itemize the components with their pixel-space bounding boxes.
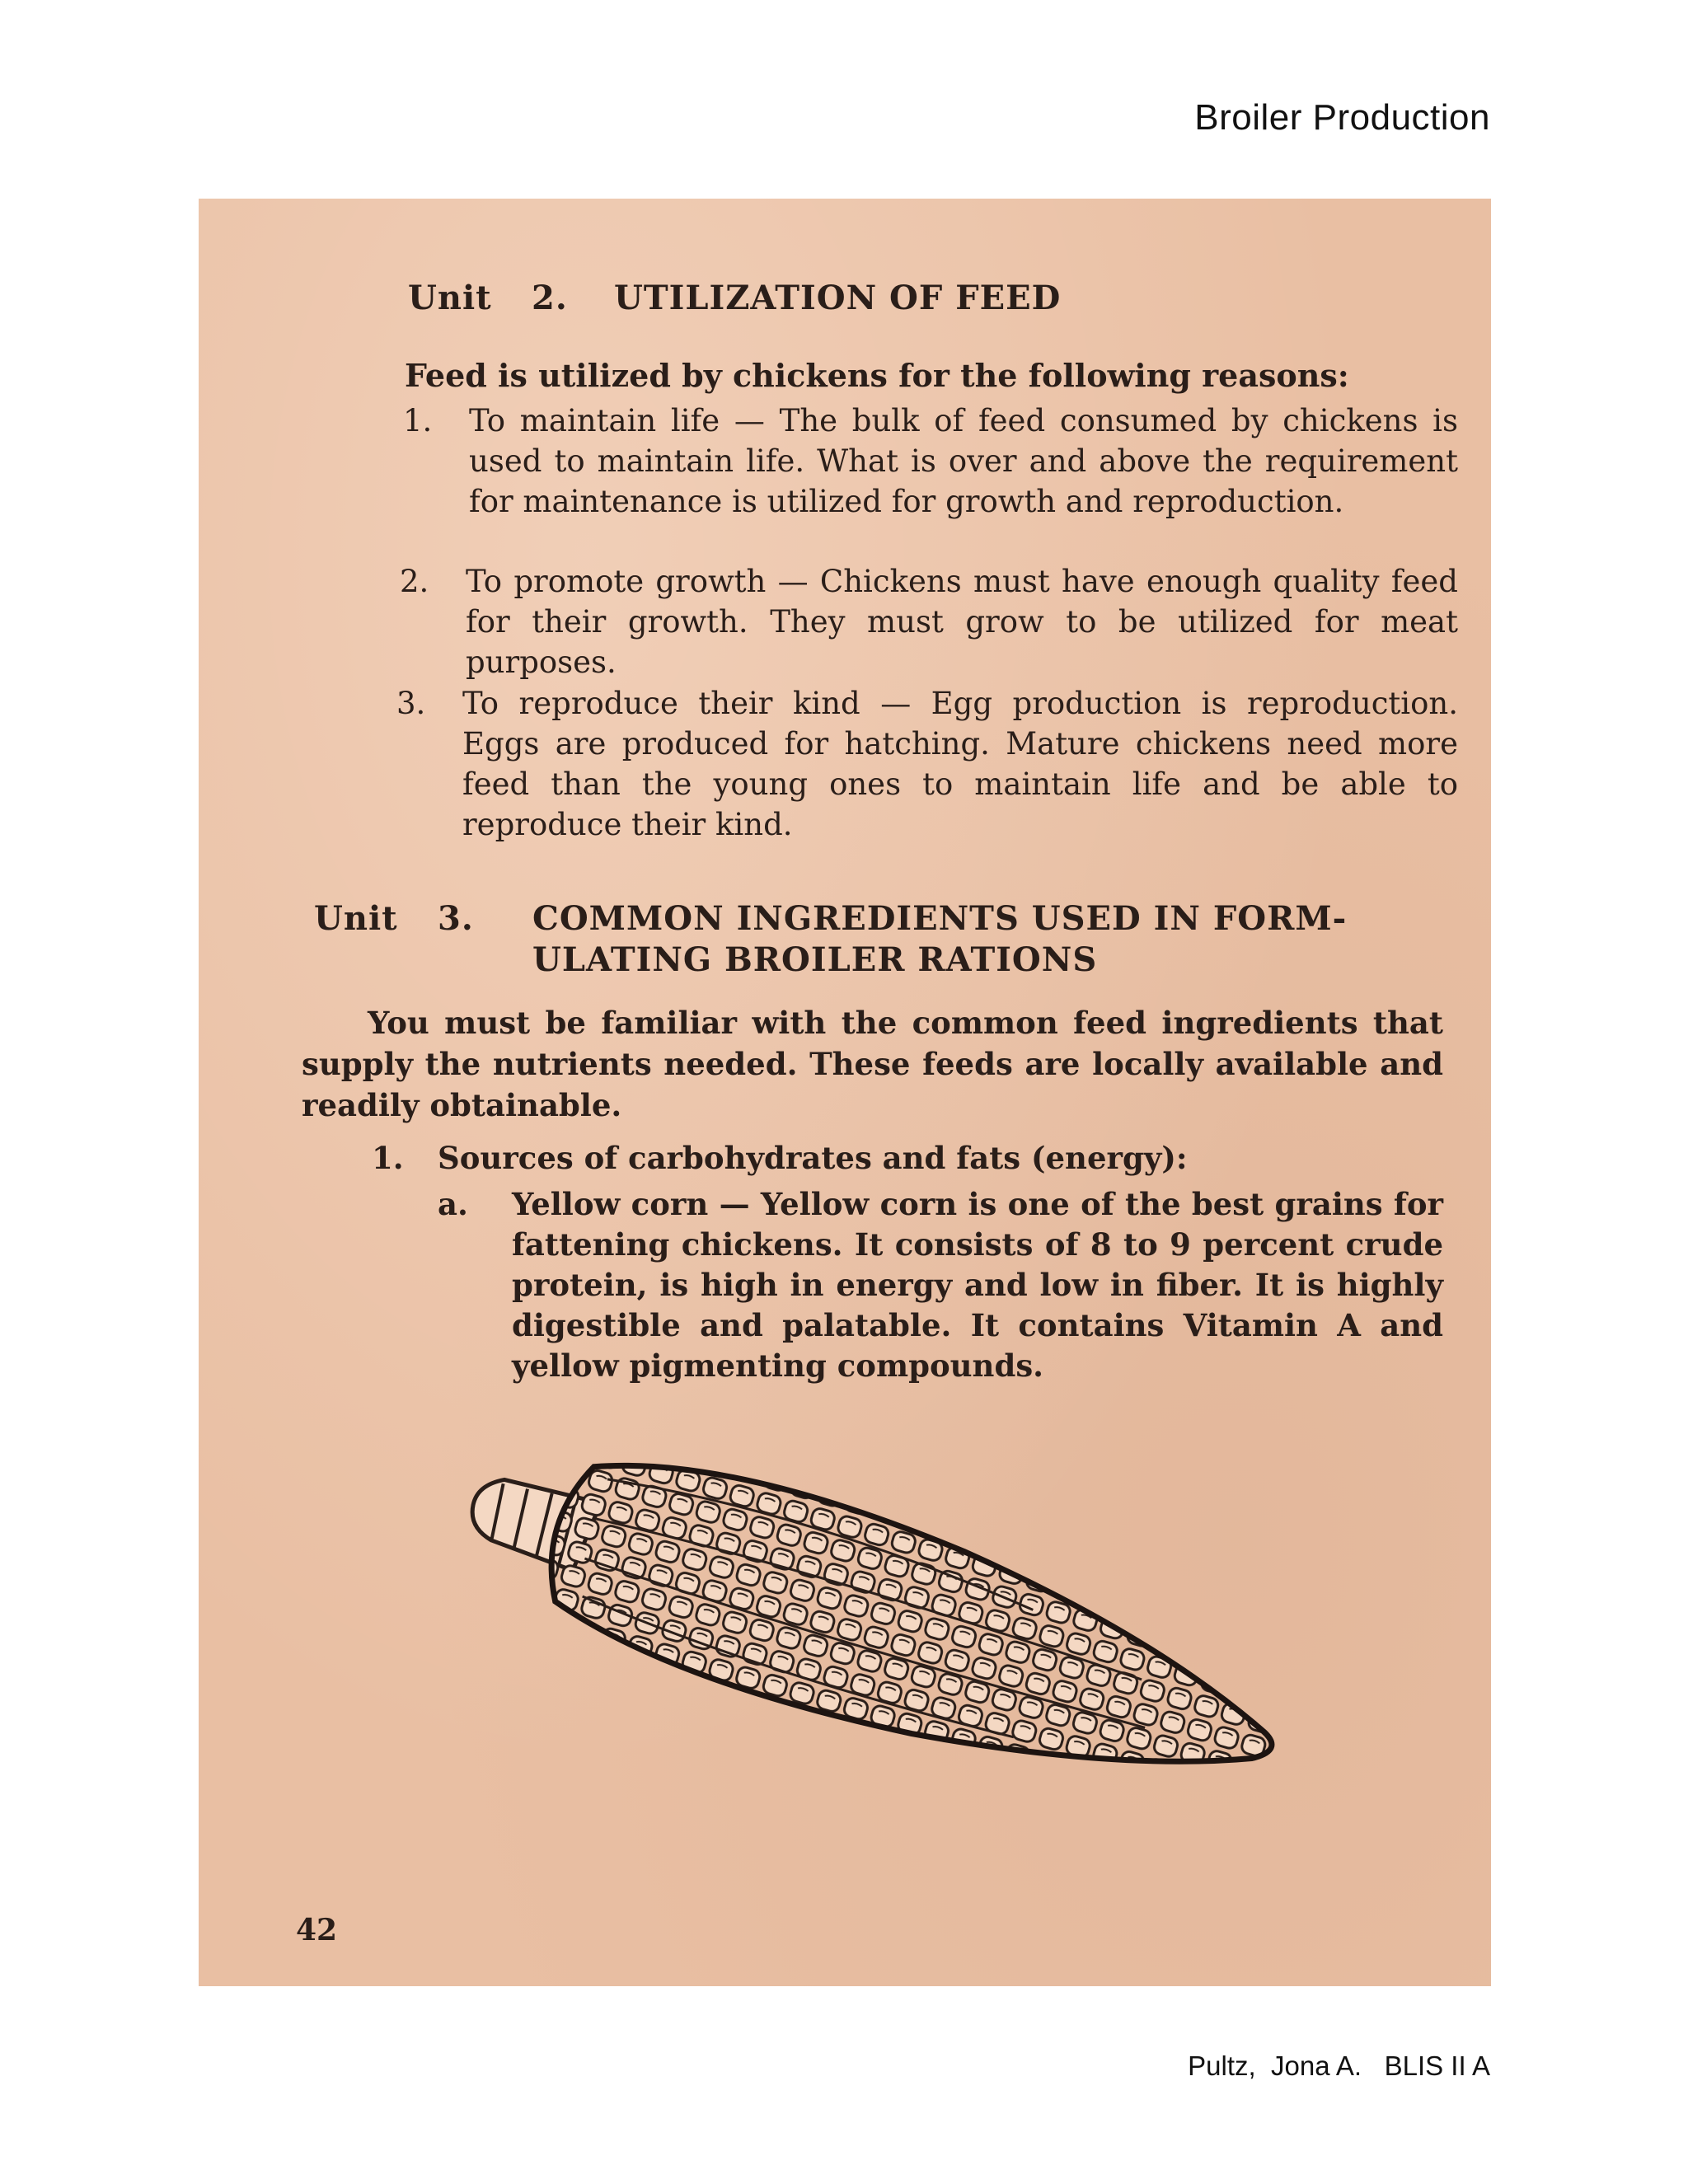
list-item-text: To maintain life — The bulk of feed consumed by chickens is used to maintain life. What is over and above the requirement for maintenance is utilized for growth and reproduction. (469, 403, 1458, 519)
unit-title: UTILIZATION OF FEED (614, 279, 1062, 317)
page-footer-credit: Pultz, Jona A. BLIS II A (1188, 2050, 1490, 2081)
unit-2-intro: Feed is utilized by chickens for the following reasons: (405, 357, 1349, 394)
unit-number: 2. (532, 279, 568, 317)
list-item (400, 561, 1458, 682)
page-number: 42 (296, 1913, 338, 1947)
unit-label: Unit (314, 899, 398, 938)
list-item (396, 683, 1458, 845)
unit-title-line-1: COMMON INGREDIENTS USED IN FORM- (532, 899, 1348, 938)
unit-2-heading (408, 279, 1061, 317)
sub-item-text: Yellow corn — Yellow corn is one of the best grains for fattening chickens. It consists of 8 to 9 percent crude protein, is high in energy and low in fiber. It is highly digestible and palatable. It contains Vitamin A and yellow pigmenting compounds. (512, 1186, 1443, 1384)
list-item (403, 401, 1458, 522)
sub-item (438, 1184, 1443, 1386)
list-item-number: 1. (403, 403, 433, 438)
list-item-text: To promote growth — Chickens must have enough quality feed for their growth. They must grow to be utilized for meat purposes. (466, 564, 1458, 680)
list-item-number: 3. (396, 686, 426, 721)
scanned-book-page (199, 199, 1491, 1986)
page-header-title: Broiler Production (1194, 97, 1490, 138)
unit-label: Unit (408, 279, 492, 317)
unit-number: 3. (438, 899, 474, 938)
corn-cob-icon (446, 1451, 1311, 1797)
section-item (372, 1138, 1443, 1179)
list-item-number: 2. (400, 564, 429, 599)
sub-item-letter: a. (438, 1186, 468, 1222)
unit-3-intro: You must be familiar with the common feed ingredients that supply the nutrients needed. These feeds are locally available and readily obtainable. (302, 1005, 1443, 1123)
unit-3-heading (314, 899, 1347, 938)
unit-3-heading-line-2: ULATING BROILER RATIONS (532, 940, 1098, 979)
section-number: 1. (372, 1140, 404, 1176)
section-text: Sources of carbohydrates and fats (energy): (438, 1140, 1188, 1176)
list-item-text: To reproduce their kind — Egg production is reproduction. Eggs are produced for hatching. Mature chickens need more feed than the young ones to maintain life and be able to reproduce their kind. (462, 686, 1458, 842)
